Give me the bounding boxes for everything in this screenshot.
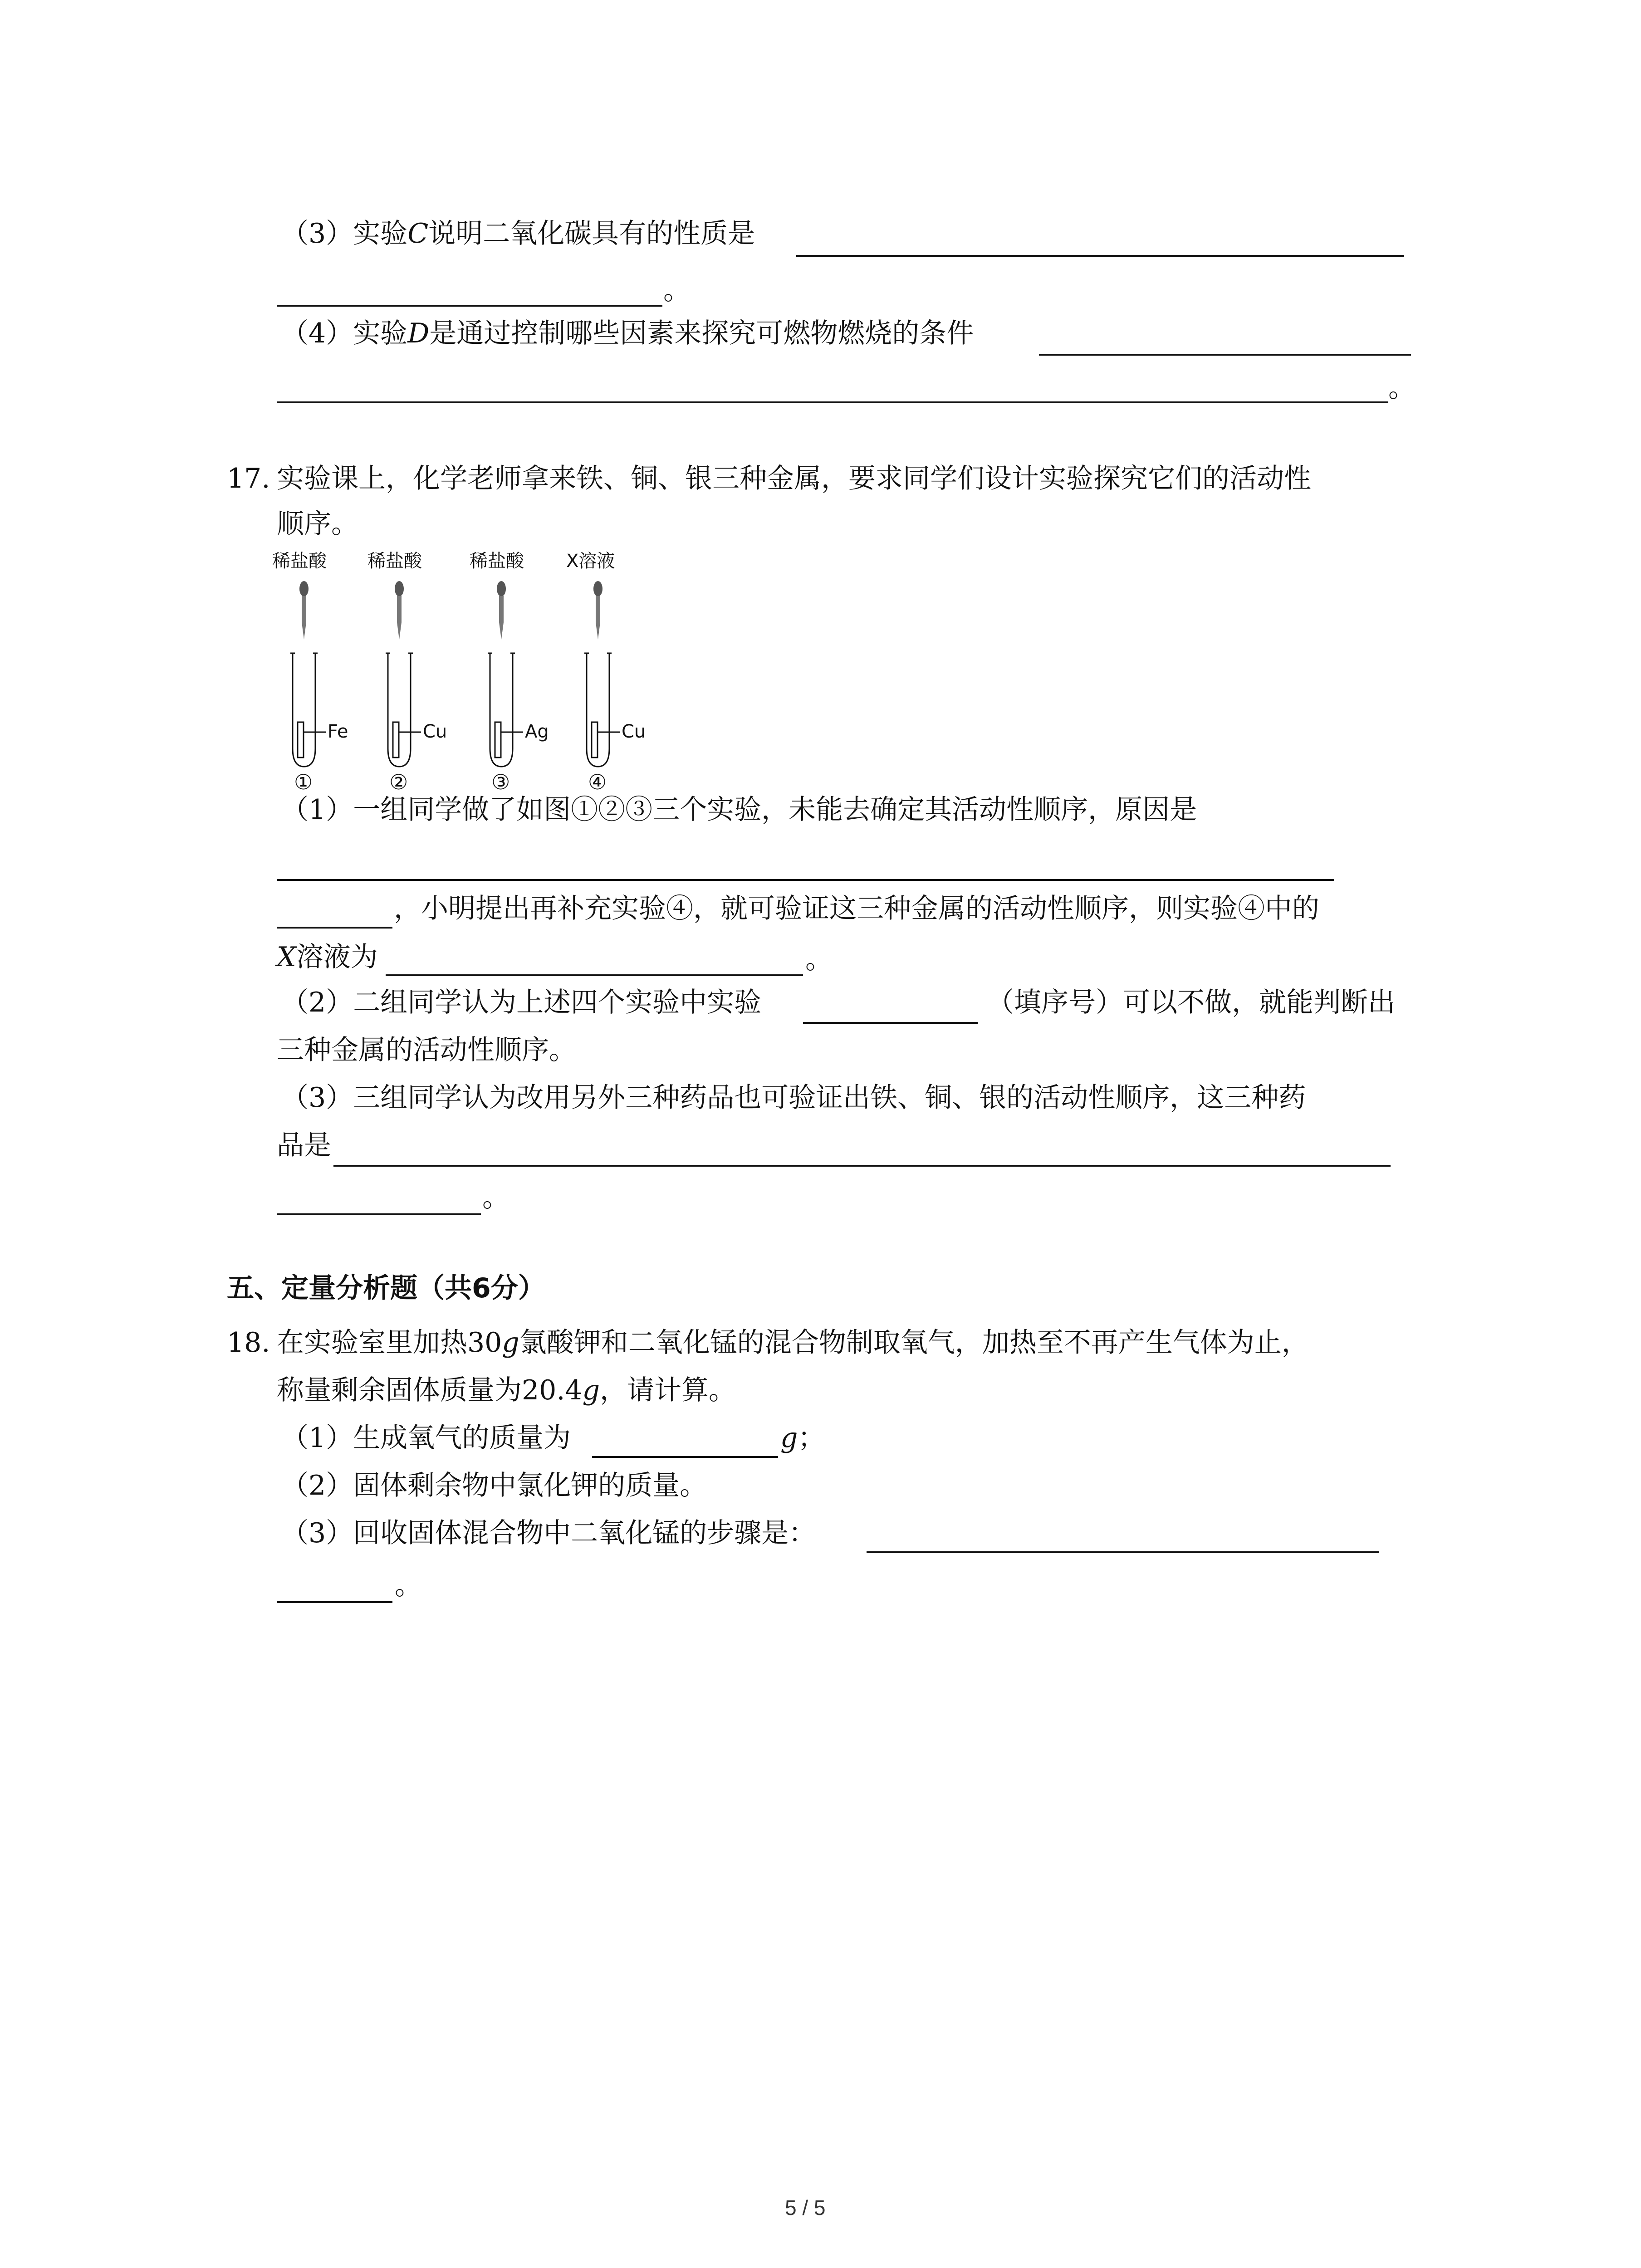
q18-part1: （1）生成氧气的质量为	[281, 1422, 571, 1454]
tube-number-3: ③	[491, 770, 510, 794]
q17-part2-line1b: （填序号）可以不做，就能判断出	[987, 987, 1395, 1018]
metal-label-2: Cu	[423, 721, 447, 742]
dropper-icon	[299, 581, 309, 640]
q18-part1-unit: g；	[780, 1422, 825, 1454]
test-tube-1	[272, 551, 348, 794]
q18-number: 18.	[227, 1327, 270, 1359]
page-number: 5 / 5	[785, 2196, 826, 2219]
q16-part3-end: 。	[663, 274, 691, 306]
answer-blank[interactable]	[386, 974, 803, 976]
q17-part2-line2: 三种金属的活动性顺序。	[277, 1034, 576, 1066]
tube-number-1: ①	[294, 770, 313, 794]
metal-strip	[393, 722, 399, 758]
q17-stem-line2: 顺序。	[277, 508, 358, 540]
q18-line2: 称量剩余固体质量为20.4g，请计算。	[277, 1374, 736, 1406]
answer-blank[interactable]	[867, 1551, 1379, 1553]
reagent-label-2: 稀盐酸	[367, 551, 422, 572]
answer-blank[interactable]	[277, 879, 1334, 881]
q16-part4-line: （4）实验D是通过控制哪些因素来探究可燃物燃烧的条件	[281, 318, 974, 349]
q17-part2-line1a: （2）二组同学认为上述四个实验中实验	[281, 987, 762, 1018]
reagent-label-4: X溶液	[566, 551, 615, 572]
section-title: 五、定量分析题（共6分）	[227, 1272, 545, 1304]
q18-line1: 在实验室里加热30g氯酸钾和二氧化锰的混合物制取氧气，加热至不再产生气体为止，	[277, 1327, 1309, 1359]
answer-blank[interactable]	[1039, 354, 1411, 356]
q17-number: 17.	[227, 463, 270, 494]
q16-part4-end: 。	[1388, 372, 1416, 404]
metal-strip	[592, 722, 598, 758]
q17-part1-line3: X溶液为	[277, 941, 378, 973]
tube-number-4: ④	[588, 770, 607, 794]
answer-blank[interactable]	[277, 401, 1388, 403]
reagent-label-1: 稀盐酸	[272, 551, 327, 572]
test-tube-2	[367, 551, 447, 794]
test-tube-3	[470, 551, 549, 794]
answer-blank[interactable]	[333, 1165, 1391, 1167]
answer-blank[interactable]	[592, 1456, 778, 1458]
metal-label-1: Fe	[328, 721, 348, 742]
q17-part1-line2: ，小明提出再补充实验④，就可验证这三种金属的活动性顺序，则实验④中的	[394, 893, 1319, 924]
metal-strip	[495, 722, 501, 758]
answer-blank[interactable]	[277, 927, 392, 929]
metal-label-3: Ag	[525, 721, 549, 742]
answer-blank[interactable]	[277, 1601, 392, 1603]
answer-blank[interactable]	[803, 1022, 978, 1024]
dropper-icon	[593, 581, 603, 640]
q17-part1-line1: （1）一组同学做了如图①②③三个实验，未能去确定其活动性顺序，原因是	[281, 794, 1197, 826]
tube-number-2: ②	[389, 770, 408, 794]
dropper-icon	[395, 581, 404, 640]
dropper-icon	[497, 581, 506, 640]
q18-part3: （3）回收固体混合物中二氧化锰的步骤是：	[281, 1517, 816, 1549]
answer-blank[interactable]	[796, 255, 1404, 257]
q17-part1-end: 。	[805, 943, 833, 975]
metal-strip	[298, 722, 304, 758]
answer-blank[interactable]	[277, 305, 662, 307]
q17-part3-line2: 品是	[277, 1129, 331, 1161]
q18-part2: （2）固体剩余物中氯化钾的质量。	[281, 1470, 707, 1501]
reagent-label-3: 稀盐酸	[470, 551, 524, 572]
metal-label-4: Cu	[622, 721, 646, 742]
test-tube-figure	[272, 549, 681, 794]
q17-stem-line1: 实验课上，化学老师拿来铁、铜、银三种金属，要求同学们设计实验探究它们的活动性	[277, 463, 1311, 494]
q16-part3-line: （3）实验C说明二氧化碳具有的性质是	[281, 218, 755, 249]
q17-part3-line1: （3）三组同学认为改用另外三种药品也可验证出铁、铜、银的活动性顺序，这三种药	[281, 1082, 1306, 1114]
answer-blank[interactable]	[277, 1213, 481, 1215]
test-tube-4	[566, 551, 646, 794]
q17-part3-end: 。	[482, 1182, 509, 1213]
q18-part3-end: 。	[395, 1569, 422, 1601]
